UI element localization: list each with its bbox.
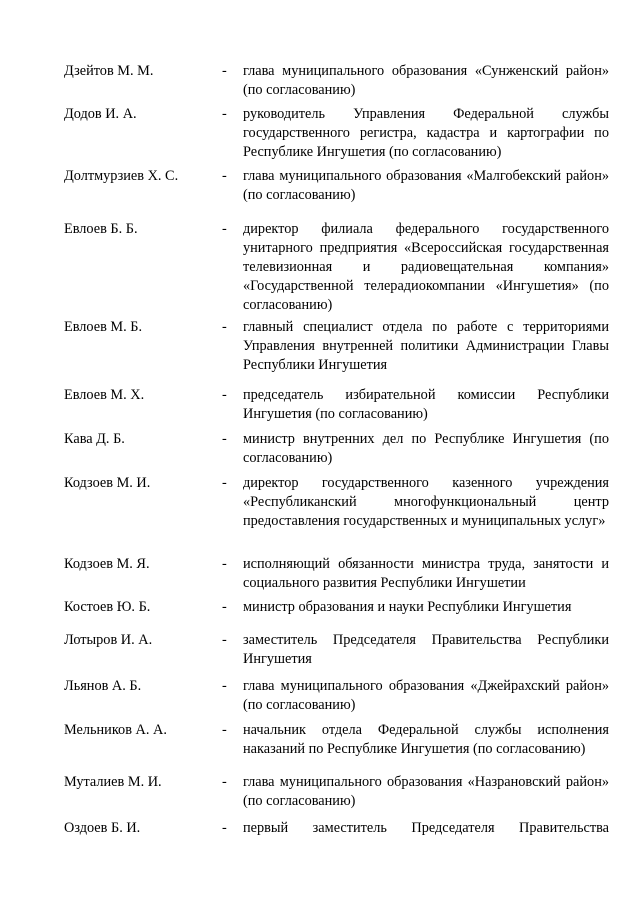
dash-separator: - [222,168,227,184]
position-description: председатель избирательной комиссии Республики Ингушетия (по согласованию) [243,387,609,422]
person-name: Кава Д. Б. [64,431,125,447]
dash-separator: - [222,221,227,237]
position-description: глава муниципального образования «Джейрахский район» (по согласованию) [243,678,609,713]
person-name: Додов И. А. [64,106,137,122]
dash-separator: - [222,599,227,615]
dash-separator: - [222,774,227,790]
person-name: Евлоев Б. Б. [64,221,138,237]
dash-separator: - [222,722,227,738]
dash-separator: - [222,387,227,403]
position-description: руководитель Управления Федеральной службы государственного регистра, кадастра и картографии по Республике Ингушетия (по согласованию) [243,106,609,160]
dash-separator: - [222,475,227,491]
position-description: министр образования и науки Республики Ингушетия [243,599,572,615]
person-name: Муталиев М. И. [64,774,162,790]
person-name: Оздоев Б. И. [64,820,141,836]
person-name: Кодзоев М. И. [64,475,151,491]
dash-separator: - [222,632,227,648]
position-description: глава муниципального образования «Сунженский район» (по согласованию) [243,63,609,98]
position-description: первый заместитель Председателя Правительства [243,820,609,836]
person-name: Евлоев М. Б. [64,319,143,335]
dash-separator: - [222,106,227,122]
position-description: начальник отдела Федеральной службы исполнения наказаний по Республике Ингушетия (по согласованию) [243,722,609,757]
person-name: Льянов А. Б. [64,678,142,694]
position-description: директор филиала федерального государственного унитарного предприятия «Всероссийская государственная телевизионная и радиовещательная компания» «Государственной телерадиокомпании «Ингушетия» (по согласованию) [243,221,609,313]
dash-separator: - [222,63,227,79]
person-name: Мельников А. А. [64,722,167,738]
person-name: Кодзоев М. Я. [64,556,150,572]
person-name: Долтмурзиев Х. С. [64,168,179,184]
position-description: заместитель Председателя Правительства Республики Ингушетия [243,632,609,667]
dash-separator: - [222,431,227,447]
dash-separator: - [222,319,227,335]
person-name: Лотыров И. А. [64,632,153,648]
position-description: главный специалист отдела по работе с территориями Управления внутренней политики Администрации Главы Республики Ингушетия [243,319,609,373]
person-name: Костоев Ю. Б. [64,599,151,615]
dash-separator: - [222,556,227,572]
position-description: глава муниципального образования «Назрановский район» (по согласованию) [243,774,609,809]
position-description: глава муниципального образования «Малгобекский район» (по согласованию) [243,168,609,203]
position-description: министр внутренних дел по Республике Ингушетия (по согласованию) [243,431,609,466]
dash-separator: - [222,820,227,836]
person-name: Дзейтов М. М. [64,63,154,79]
dash-separator: - [222,678,227,694]
position-description: исполняющий обязанности министра труда, занятости и социального развития Республики Ингушетии [243,556,609,591]
position-description: директор государственного казенного учреждения «Республиканский многофункциональный центр предоставления государственных и муниципальных услуг» [243,475,609,529]
person-name: Евлоев М. Х. [64,387,145,403]
